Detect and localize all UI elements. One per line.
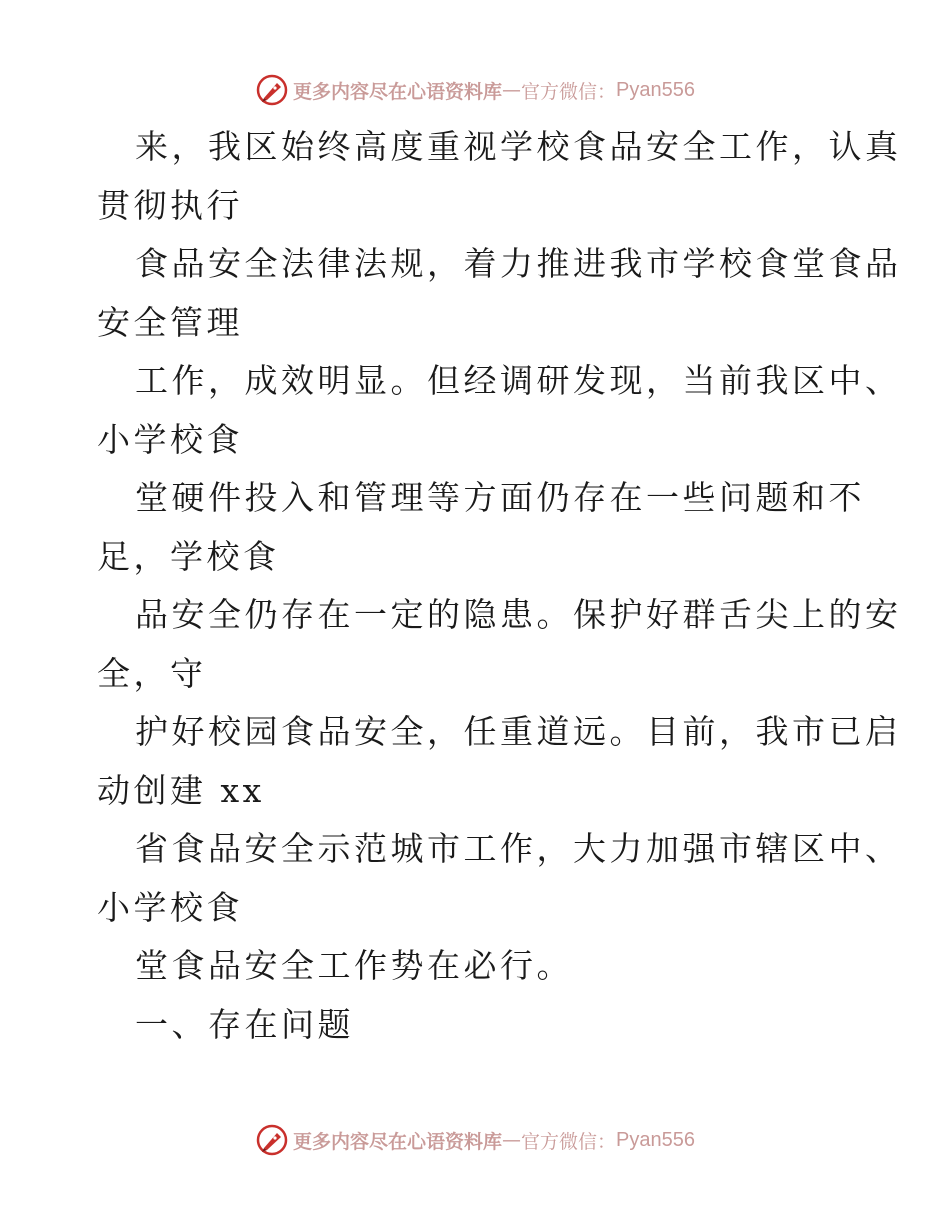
- text-line: 护好校园食品安全，任重道远。目前，我市已启: [135, 712, 902, 751]
- banner-title: 更多内容尽在心语资料库: [293, 80, 503, 103]
- banner-wechat-label: 官方微信：: [521, 1130, 617, 1153]
- header-banner-inner: [255, 73, 695, 107]
- text-line: 食品安全法律法规，着力推进我市学校食堂食品: [135, 244, 902, 283]
- banner-wechat-id: Pyan556: [616, 1128, 695, 1151]
- text-line: 全，守: [97, 653, 207, 693]
- text-line: 安全管理: [97, 302, 243, 342]
- text-line: 动创建 xx: [97, 770, 265, 810]
- text-line: 来，我区始终高度重视学校食品安全工作，认真: [135, 127, 902, 166]
- text-line: 贯彻执行: [97, 185, 243, 225]
- text-line: 品安全仍存在一定的隐患。保护好群舌尖上的安: [135, 595, 902, 634]
- banner-separator: —: [502, 1129, 522, 1151]
- pen-nib-logo-icon: [255, 73, 289, 107]
- text-line: 足，学校食: [97, 536, 280, 576]
- text-line: 工作，成效明显。但经调研发现，当前我区中、: [135, 361, 902, 400]
- text-line: 省食品安全示范城市工作，大力加强市辖区中、: [135, 829, 902, 868]
- footer-banner-inner: [255, 1123, 695, 1157]
- footer-banner: [0, 1120, 950, 1160]
- text-line: 堂食品安全工作势在必行。: [135, 946, 573, 985]
- pen-nib-logo-icon: [255, 1123, 289, 1157]
- text-line: 小学校食: [97, 887, 243, 927]
- text-line: 堂硬件投入和管理等方面仍存在一些问题和不: [135, 478, 865, 517]
- banner-wechat-id: Pyan556: [616, 78, 695, 101]
- banner-separator: —: [502, 79, 522, 101]
- text-line: 小学校食: [97, 419, 243, 459]
- header-banner: [0, 70, 950, 110]
- document-body: [97, 118, 902, 1054]
- banner-wechat-label: 官方微信：: [521, 80, 617, 103]
- banner-title: 更多内容尽在心语资料库: [293, 1130, 503, 1153]
- section-heading: 一、存在问题: [135, 1004, 354, 1044]
